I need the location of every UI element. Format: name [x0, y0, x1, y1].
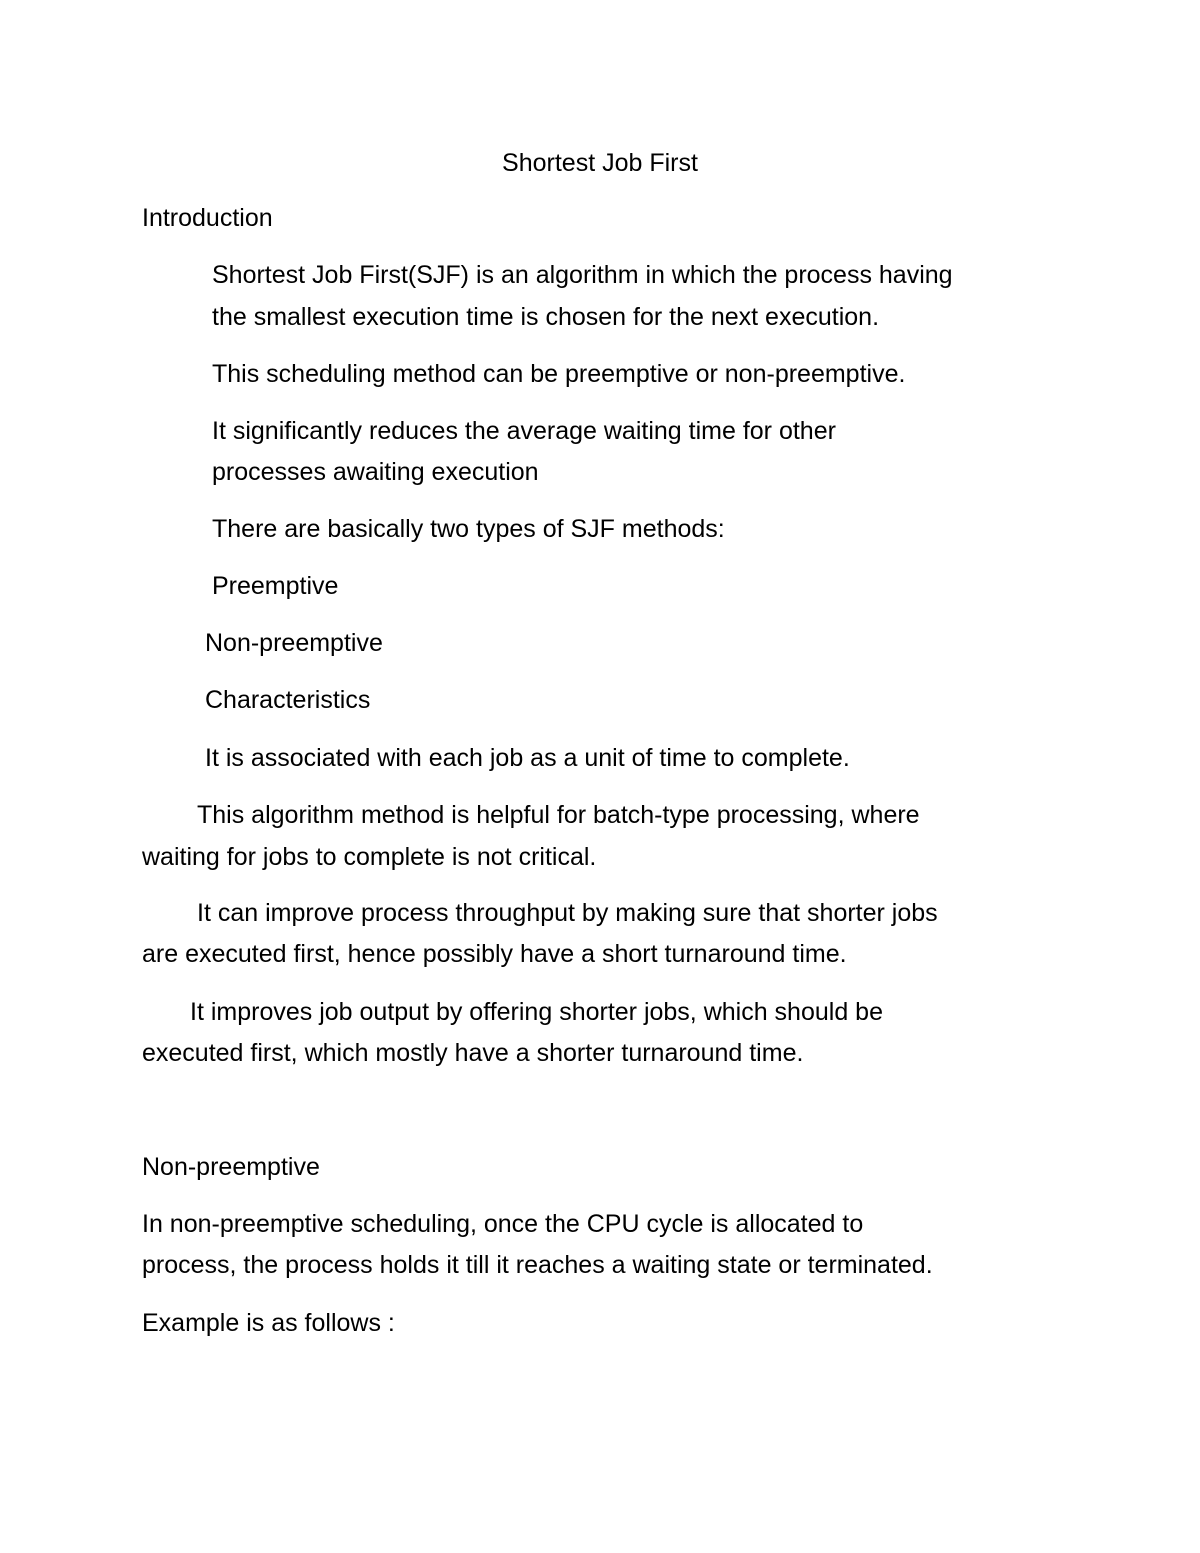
type-non-preemptive: Non-preemptive: [205, 629, 383, 657]
example-line: Example is as follows :: [142, 1309, 395, 1337]
characteristic-1: It is associated with each job as a unit of time to complete.: [205, 744, 850, 772]
document-title: Shortest Job First: [502, 149, 698, 177]
characteristics-heading: Characteristics: [205, 686, 371, 714]
non-preemptive-heading: Non-preemptive: [142, 1153, 320, 1181]
intro-paragraph-1-line-1: Shortest Job First(SJF) is an algorithm in which the process having: [212, 261, 953, 289]
characteristic-4-line-2: executed first, which mostly have a shorter turnaround time.: [142, 1039, 804, 1067]
type-preemptive: Preemptive: [212, 572, 339, 600]
characteristic-4-line-1: It improves job output by offering shorter jobs, which should be: [190, 998, 883, 1026]
intro-paragraph-3-line-1: It significantly reduces the average waiting time for other: [212, 417, 836, 445]
intro-paragraph-4: There are basically two types of SJF methods:: [212, 515, 725, 543]
intro-paragraph-3-line-2: processes awaiting execution: [212, 458, 539, 486]
characteristic-3-line-1: It can improve process throughput by making sure that shorter jobs: [197, 899, 938, 927]
introduction-heading: Introduction: [142, 204, 273, 232]
intro-paragraph-2: This scheduling method can be preemptive or non-preemptive.: [212, 360, 906, 388]
characteristic-2-line-1: This algorithm method is helpful for batch-type processing, where: [197, 801, 920, 829]
intro-paragraph-1-line-2: the smallest execution time is chosen for the next execution.: [212, 303, 880, 331]
characteristic-3-line-2: are executed first, hence possibly have a short turnaround time.: [142, 940, 847, 968]
non-preemptive-paragraph-line-1: In non-preemptive scheduling, once the CPU cycle is allocated to: [142, 1210, 864, 1238]
characteristic-2-line-2: waiting for jobs to complete is not critical.: [142, 843, 597, 871]
non-preemptive-paragraph-line-2: process, the process holds it till it reaches a waiting state or terminated.: [142, 1251, 933, 1279]
